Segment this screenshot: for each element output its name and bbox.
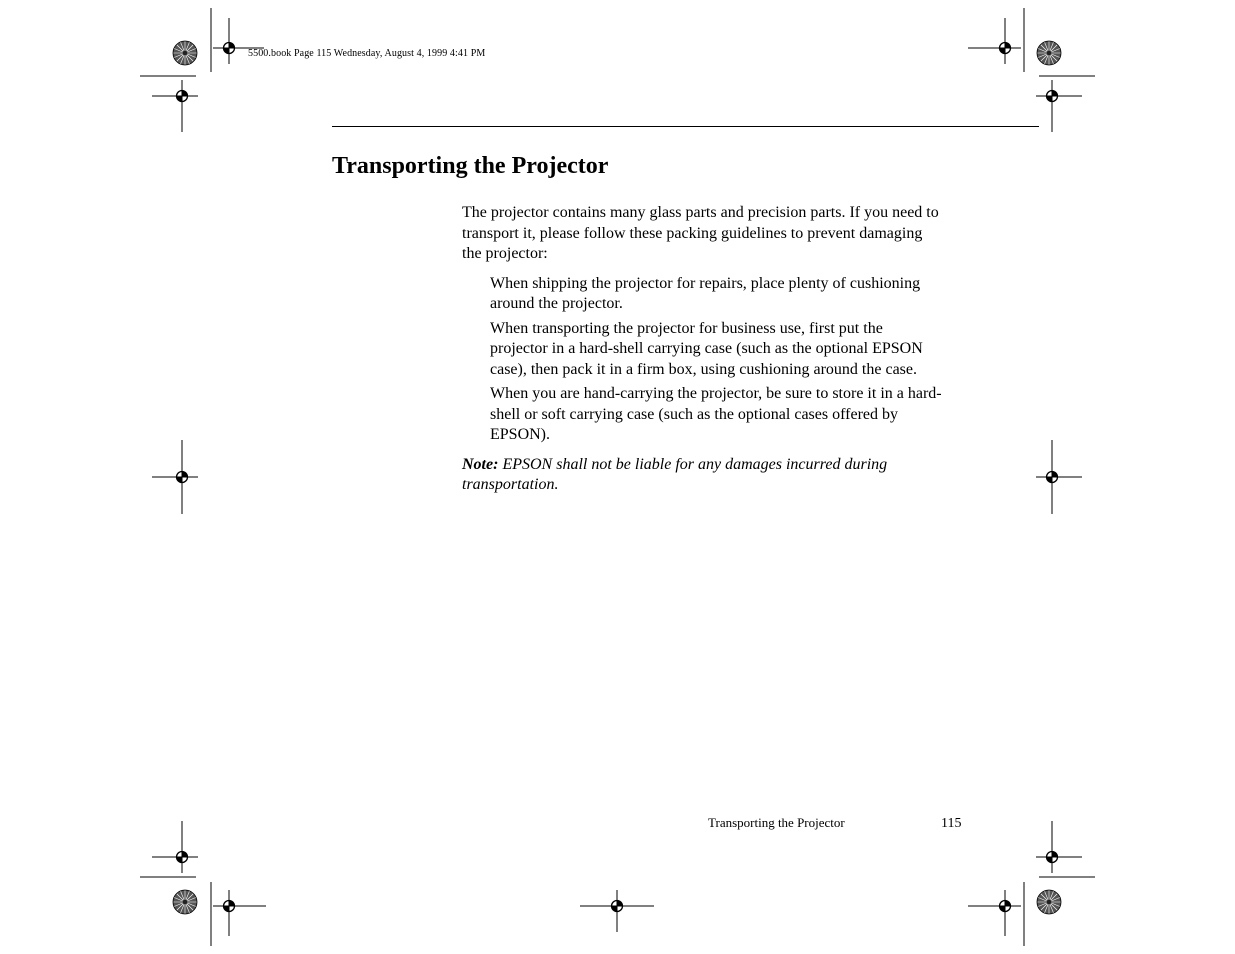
page-title: Transporting the Projector [332,153,609,179]
print-slug-line: 5500.book Page 115 Wednesday, August 4, 1999 4:41 PM [248,48,486,59]
color-target-icon [173,41,197,65]
list-item: When transporting the projector for business use, first put the projector in a hard-shell carrying case (such as the optional EPSON case), then pack it in a firm box, using cushioning around the case. [490,319,923,378]
registration-mark-icon [166,841,198,873]
registration-mark-icon [213,890,245,922]
registration-mark-icon [1036,80,1068,112]
list-item: When you are hand-carrying the projector, be sure to store it in a hard-shell or soft carrying case (such as the optional cases offered by EPSON). [490,385,942,443]
header-rule [332,126,1039,127]
registration-mark-icon [1036,461,1068,493]
registration-mark-icon [989,32,1021,64]
note-label: Note: [462,455,499,473]
registration-mark-icon [166,80,198,112]
registration-mark-icon [213,32,245,64]
color-target-icon [1037,41,1061,65]
guidelines-list [462,274,942,446]
registration-mark-icon [601,890,633,922]
note-paragraph [462,455,942,496]
footer-section-title: Transporting the Projector [708,815,845,830]
list-item: When shipping the projector for repairs, place plenty of cushioning around the projector. [490,274,921,312]
intro-paragraph: The projector contains many glass parts and precision parts. If you need to transport it, please follow these packing guidelines to prevent damaging the projector: [462,204,939,262]
registration-mark-icon [166,461,198,493]
color-target-icon [173,890,197,914]
registration-mark-icon [1036,841,1068,873]
body-content [462,203,942,496]
note-text: EPSON shall not be liable for any damages incurred during transportation. [462,455,888,493]
registration-mark-icon [989,890,1021,922]
footer-page-number: 115 [941,816,962,831]
color-target-icon [1037,890,1061,914]
